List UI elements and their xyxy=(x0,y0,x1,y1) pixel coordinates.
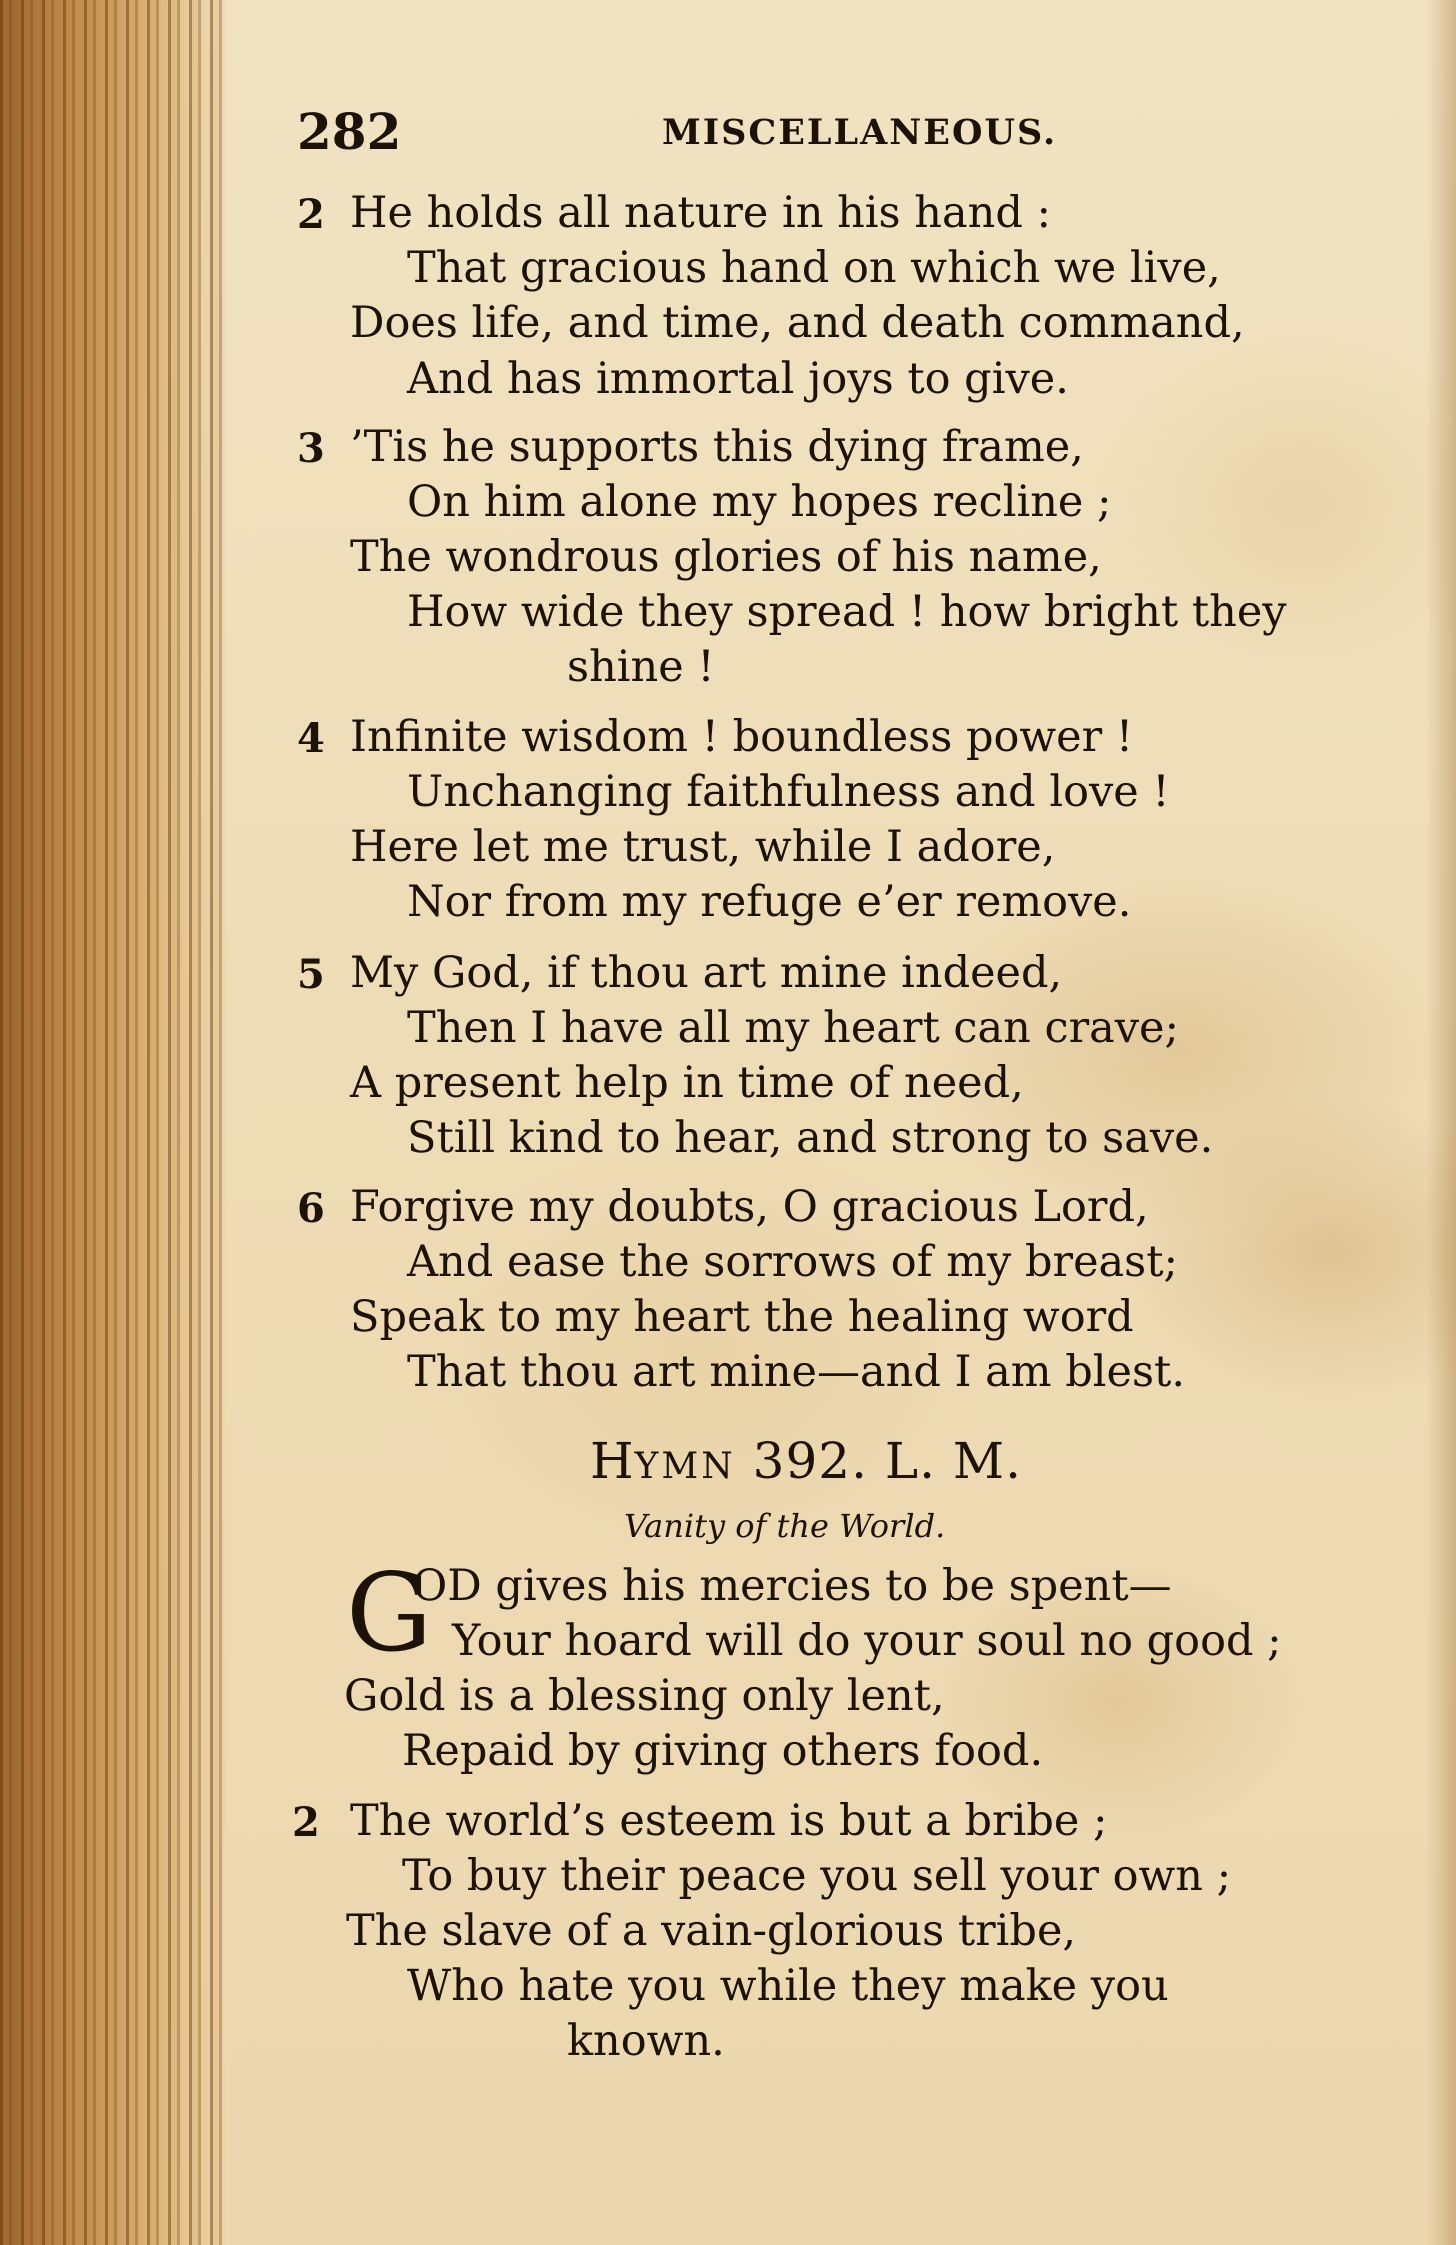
verse-line: And has immortal joys to give. xyxy=(407,354,1069,404)
verse-number: 5 xyxy=(297,951,325,998)
verse-line: Speak to my heart the healing word xyxy=(350,1292,1134,1342)
verse-line: Here let me trust, while I adore, xyxy=(350,822,1056,872)
verse-line: To buy their peace you sell your own ; xyxy=(402,1851,1232,1901)
verse-line: Who hate you while they make you xyxy=(407,1961,1169,2011)
verse-line: Infinite wisdom ! boundless power ! xyxy=(350,712,1134,762)
verse-line: Unchanging faithfulness and love ! xyxy=(407,767,1170,817)
verse-line: OD gives his mercies to be spent— xyxy=(412,1561,1172,1611)
verse-number: 3 xyxy=(297,425,325,472)
verse-line: Then I have all my heart can crave; xyxy=(407,1003,1179,1053)
verse-line: My God, if thou art mine indeed, xyxy=(350,948,1063,998)
verse-line: He holds all nature in his hand : xyxy=(350,188,1051,238)
verse-line: Repaid by giving others food. xyxy=(402,1726,1044,1776)
verse-line: Your hoard will do your soul no good ; xyxy=(452,1616,1282,1666)
verse-number: 4 xyxy=(297,715,325,762)
verse-line: The slave of a vain-glorious tribe, xyxy=(346,1906,1077,1956)
running-head: MISCELLANEOUS. xyxy=(662,112,1058,153)
page-edge-shadow xyxy=(1426,0,1456,2245)
verse-line: known. xyxy=(567,2016,725,2066)
verse-line: The world’s esteem is but a bribe ; xyxy=(350,1796,1108,1846)
verse-line: Still kind to hear, and strong to save. xyxy=(407,1113,1214,1163)
verse-line: A present help in time of need, xyxy=(350,1058,1024,1108)
hymn-subtitle: Vanity of the World. xyxy=(624,1507,946,1545)
drop-cap: G xyxy=(346,1551,433,1676)
verse-line: Nor from my refuge e’er remove. xyxy=(407,877,1132,927)
verse-number: 2 xyxy=(297,191,325,238)
page-number: 282 xyxy=(297,102,402,161)
verse-line: How wide they spread ! how bright they xyxy=(407,587,1287,637)
hymn-meter: L. M. xyxy=(884,1432,1022,1490)
book-spine-edge xyxy=(0,0,225,2245)
hymn-number: 392. xyxy=(752,1432,868,1490)
verse-line: The wondrous glories of his name, xyxy=(350,532,1102,582)
verse-line: And ease the sorrows of my breast; xyxy=(407,1237,1178,1287)
verse-number: 2 xyxy=(292,1799,320,1846)
verse-number: 6 xyxy=(297,1185,325,1232)
verse-line: That thou art mine—and I am blest. xyxy=(407,1347,1185,1397)
verse-line: Gold is a blessing only lent, xyxy=(344,1671,945,1721)
verse-line: shine ! xyxy=(567,642,715,692)
verse-line: That gracious hand on which we live, xyxy=(407,243,1221,293)
verse-line: Does life, and time, and death command, xyxy=(350,298,1245,348)
hymn-heading xyxy=(590,1432,1022,1490)
verse-line: ’Tis he supports this dying frame, xyxy=(350,422,1084,472)
hymn-label-initial: H xyxy=(590,1432,635,1490)
verse-line: On him alone my hopes recline ; xyxy=(407,477,1112,527)
hymn-label-rest: YMN xyxy=(634,1446,736,1487)
verse-line: Forgive my doubts, O gracious Lord, xyxy=(350,1182,1149,1232)
